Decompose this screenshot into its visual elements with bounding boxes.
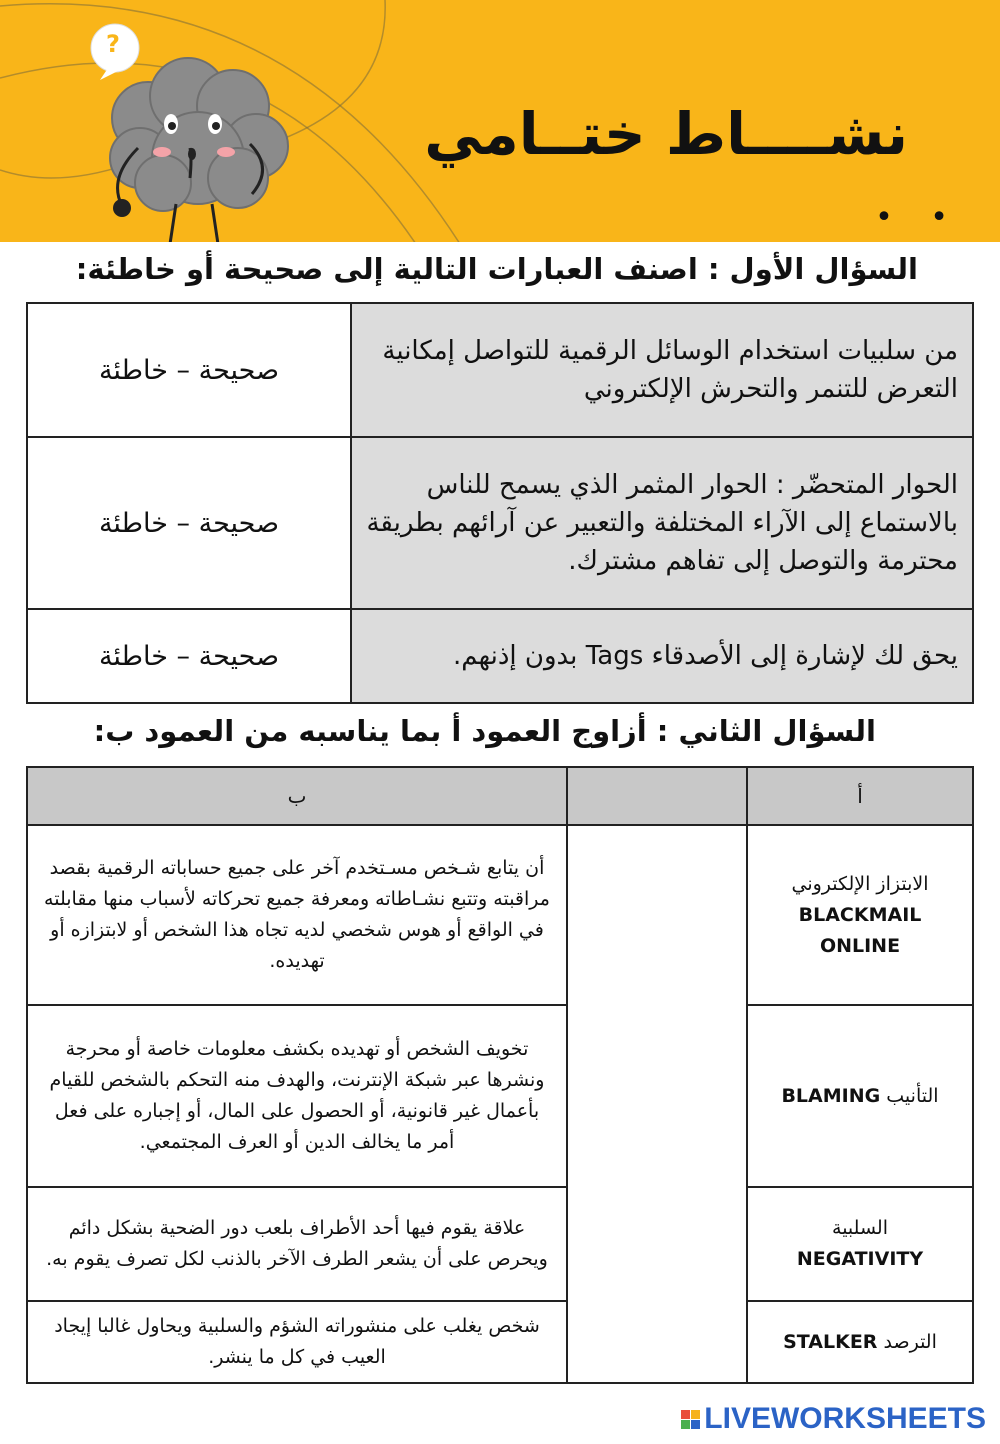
term-english: STALKER: [783, 1330, 878, 1353]
matching-table: [26, 766, 974, 1384]
table-row: [27, 1187, 973, 1301]
statement-cell: من سلبيات استخدام الوسائل الرقمية للتواصل إمكانية التعرض للتنمر والتحرش الإلكتروني: [351, 303, 973, 437]
decorative-dots: • •: [875, 200, 962, 235]
term-english: NEGATIVITY: [796, 1248, 924, 1270]
page-title: نشــــاط ختــامي: [424, 100, 908, 168]
true-false-choice[interactable]: صحيحة – خاطئة: [27, 303, 351, 437]
header-banner: [0, 0, 1000, 242]
question-1-heading: السؤال الأول : اصنف العبارات التالية إلى صحيحة أو خاطئة:: [75, 252, 918, 286]
term-cell: [747, 1187, 973, 1301]
bubble-question-mark: ?: [106, 30, 120, 58]
table-row: [27, 437, 973, 609]
table-row: [27, 303, 973, 437]
definition-cell: شخص يغلب على منشوراته الشؤم والسلبية ويحاول غالبا إيجاد العيب في كل ما ينشر.: [27, 1301, 567, 1383]
statement-cell: يحق لك لإشارة إلى الأصدقاء Tags بدون إذنهم.: [351, 609, 973, 703]
term-arabic: الترصد: [883, 1330, 937, 1353]
column-a-header: أ: [747, 767, 973, 825]
brand-name: LIVEWORKSHEETS: [704, 1402, 986, 1435]
term-arabic: الابتزاز الإلكتروني: [791, 872, 929, 895]
table-row: [27, 609, 973, 703]
table-row: [27, 1301, 973, 1383]
definition-cell: علاقة يقوم فيها أحد الأطراف بلعب دور الضحية بشكل دائم ويحرص على أن يشعر الطرف الآخر بالذنب لكل تصرف يقوم به.: [27, 1187, 567, 1301]
match-column-header: [567, 767, 747, 825]
term-cell: [747, 1301, 973, 1383]
true-false-choice[interactable]: صحيحة – خاطئة: [27, 437, 351, 609]
column-b-header: ب: [27, 767, 567, 825]
matching-area[interactable]: [567, 825, 747, 1383]
term-english: BLAMING: [781, 1084, 881, 1107]
true-false-table: [26, 302, 974, 704]
term-english: BLACKMAIL ONLINE: [798, 903, 922, 957]
statement-cell: الحوار المتحضّر : الحوار المثمر الذي يسمح للناس بالاستماع إلى الآراء المختلفة والتعبير عن آرائهم بطريقة محترمة والتوصل إلى تفاهم مشترك.: [351, 437, 973, 609]
definition-cell: أن يتابع شـخص مسـتخدم آخر على جميع حساباته الرقمية بقصد مراقبته وتتبع نشـاطاته ومعرفة جميع تحركاته لأسباب منها مقابلته في الواقع أو هوس شخصي لديه تجاه هذا الشخص أو لابتزازه أو تهديده.: [27, 825, 567, 1005]
definition-cell: تخويف الشخص أو تهديده بكشف معلومات خاصة أو محرجة ونشرها عبر شبكة الإنترنت، والهدف منه التحكم بالشخص للقيام بأعمال غير قانونية، أو الحصول على المال، أو إجباره على فعل أمر ما يخالف الدين أو العرف المجتمعي.: [27, 1005, 567, 1187]
term-arabic: التأنيب: [886, 1084, 939, 1107]
table-row: [27, 1005, 973, 1187]
table-row: [27, 825, 973, 1005]
term-arabic: السلبية: [832, 1217, 888, 1239]
true-false-choice[interactable]: صحيحة – خاطئة: [27, 609, 351, 703]
term-cell: [747, 825, 973, 1005]
liveworksheets-logo[interactable]: [681, 1402, 986, 1436]
matching-header-row: [27, 767, 973, 825]
liveworksheets-logo-icon: [681, 1410, 700, 1429]
question-2-heading: السؤال الثاني : أزاوج العمود أ بما يناسبه من العمود ب:: [93, 714, 876, 748]
term-cell: [747, 1005, 973, 1187]
